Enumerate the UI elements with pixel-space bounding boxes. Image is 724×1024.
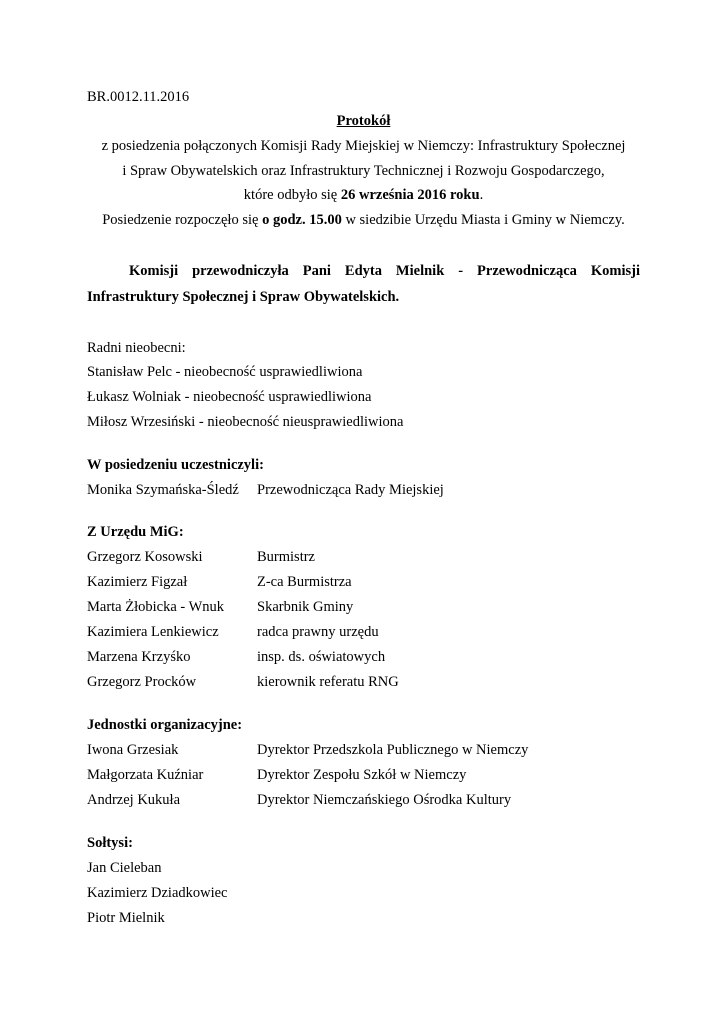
- intro-line-3-pre: które odbyło się: [243, 187, 341, 203]
- office-role: radca prawny urzędu: [257, 624, 379, 640]
- unit-role: Dyrektor Zespołu Szkół w Niemczy: [257, 767, 467, 783]
- intro-line-1: z posiedzenia połączonych Komisji Rady Miejskiej w Niemczy: Infrastruktury Społecznej: [101, 138, 626, 154]
- office-row: [87, 573, 640, 591]
- office-name: Kazimiera Lenkiewicz: [87, 624, 219, 640]
- soltysi-heading: Sołtysi:: [87, 835, 133, 851]
- intro-line-3-post: .: [479, 187, 484, 203]
- participant-name: Monika Szymańska-Śledź: [87, 482, 239, 498]
- office-name: Marzena Krzyśko: [87, 649, 191, 665]
- document-title: Protokół: [336, 113, 391, 129]
- soltys-item: Jan Cieleban: [87, 860, 162, 876]
- office-row: [87, 548, 640, 566]
- soltys-item: Piotr Mielnik: [87, 910, 165, 926]
- office-row: [87, 623, 640, 641]
- office-role: insp. ds. oświatowych: [257, 649, 386, 665]
- office-name: Grzegorz Procków: [87, 674, 197, 690]
- office-name: Kazimierz Figzał: [87, 574, 188, 590]
- chair-line-2: Infrastruktury Społecznej i Spraw Obywatelskich.: [87, 289, 400, 305]
- office-row: [87, 673, 640, 691]
- office-role: Burmistrz: [257, 549, 315, 565]
- unit-role: Dyrektor Niemczańskiego Ośrodka Kultury: [257, 792, 512, 808]
- intro-line-4-pre: Posiedzenie rozpoczęło się: [102, 212, 263, 228]
- unit-role: Dyrektor Przedszkola Publicznego w Niemczy: [257, 742, 529, 758]
- absent-heading: Radni nieobecni:: [87, 340, 186, 356]
- participants-heading: W posiedzeniu uczestniczyli:: [87, 457, 264, 473]
- office-name: Marta Żłobicka - Wnuk: [87, 599, 225, 615]
- meeting-date: 26 września 2016 roku: [340, 187, 480, 203]
- office-role: kierownik referatu RNG: [257, 674, 399, 690]
- absent-item: Stanisław Pelc - nieobecność usprawiedliwiona: [87, 364, 363, 380]
- soltys-item: Kazimierz Dziadkowiec: [87, 885, 228, 901]
- absent-item: Łukasz Wolniak - nieobecność usprawiedliwiona: [87, 389, 372, 405]
- intro-line-3: [87, 186, 640, 204]
- intro-line-4-post: w siedzibie Urzędu Miasta i Gminy w Niemczy.: [341, 212, 625, 228]
- absent-item: Miłosz Wrzesiński - nieobecność nieusprawiedliwiona: [87, 414, 404, 430]
- unit-name: Andrzej Kukuła: [87, 792, 181, 808]
- unit-row: [87, 766, 640, 784]
- units-heading: Jednostki organizacyjne:: [87, 717, 243, 733]
- unit-name: Małgorzata Kuźniar: [87, 767, 204, 783]
- intro-line-2: i Spraw Obywatelskich oraz Infrastruktury Technicznej i Rozwoju Gospodarczego,: [122, 163, 605, 179]
- intro-line-4: [87, 211, 640, 229]
- unit-row: [87, 741, 640, 759]
- participant-row: [87, 481, 640, 499]
- office-row: [87, 648, 640, 666]
- participant-role: Przewodnicząca Rady Miejskiej: [257, 482, 444, 498]
- office-name: Grzegorz Kosowski: [87, 549, 203, 565]
- office-role: Skarbnik Gminy: [257, 599, 354, 615]
- office-heading: Z Urzędu MiG:: [87, 524, 184, 540]
- office-row: [87, 598, 640, 616]
- meeting-time: o godz. 15.00: [262, 212, 342, 228]
- unit-name: Iwona Grzesiak: [87, 742, 179, 758]
- chair-line-1: Komisji przewodniczyła Pani Edyta Mielnik - Przewodnicząca Komisji: [129, 263, 640, 279]
- unit-row: [87, 791, 640, 809]
- office-role: Z-ca Burmistrza: [257, 574, 352, 590]
- document-reference: BR.0012.11.2016: [87, 89, 190, 105]
